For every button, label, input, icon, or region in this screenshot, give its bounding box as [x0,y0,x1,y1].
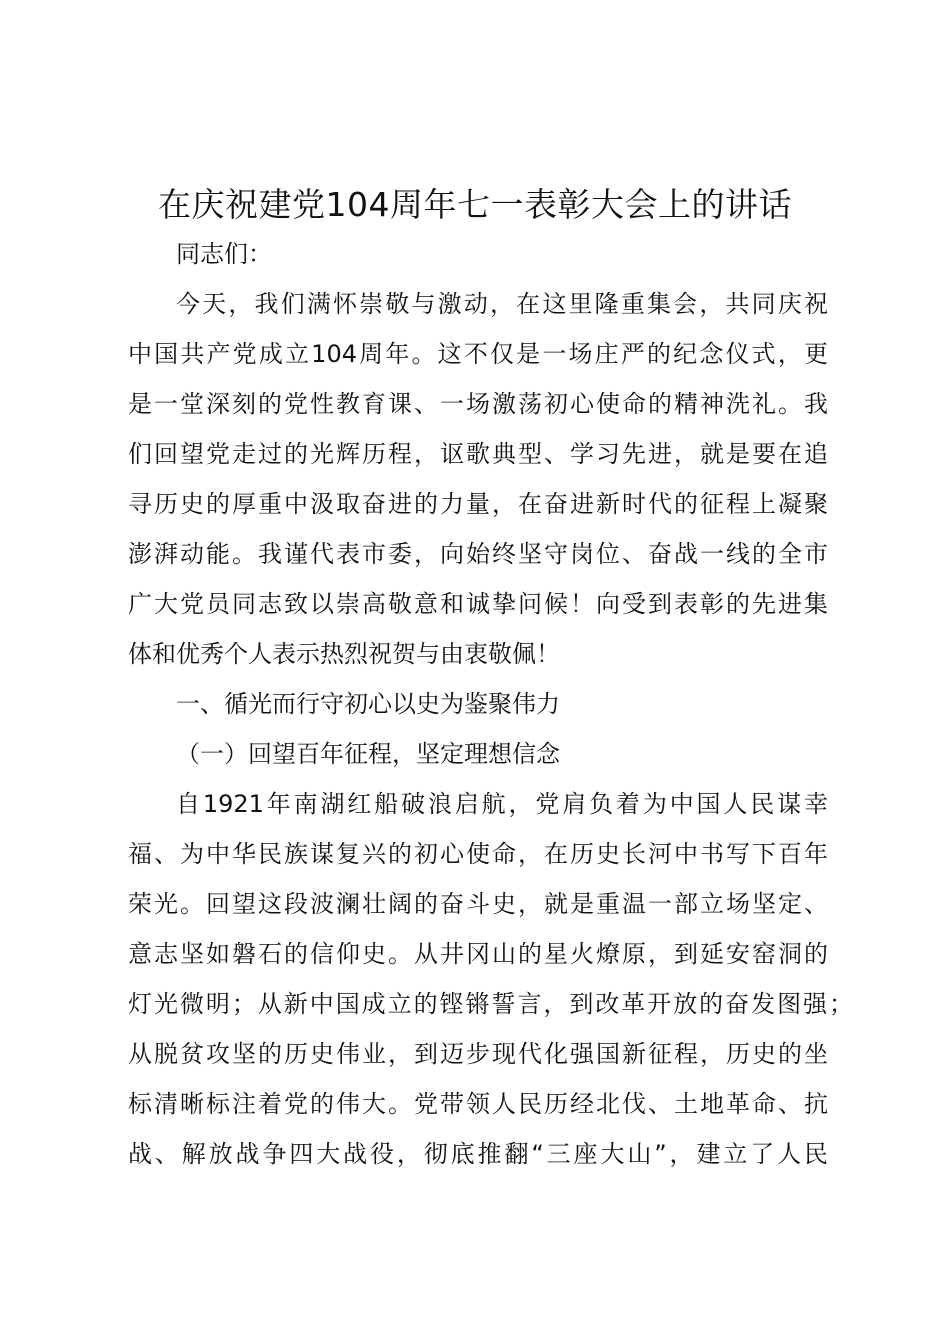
paragraph-line: 荣光。回望这段波澜壮阔的奋斗史，就是重温一部立场坚定、 [128,890,828,918]
paragraph-line: 寻历史的厚重中汲取奋进的力量，在奋进新时代的征程上凝聚 [128,490,828,518]
paragraph-line: 福、为中华民族谋复兴的初心使命，在历史长河中书写下百年 [128,840,828,868]
paragraph-line: 今天，我们满怀崇敬与激动，在这里隆重集会，共同庆祝 [176,290,828,318]
paragraph-line: 体和优秀个人表示热烈祝贺与由衷敬佩！ [128,640,560,668]
paragraph-line: 是一堂深刻的党性教育课、一场激荡初心使命的精神洗礼。我 [128,390,828,418]
paragraph-line: 灯光微明；从新中国成立的铿锵誓言，到改革开放的奋发图强； [128,990,853,1018]
paragraph-line: 意志坚如磐石的信仰史。从井冈山的星火燎原，到延安窑洞的 [128,940,828,968]
paragraph-line: 澎湃动能。我谨代表市委，向始终坚守岗位、奋战一线的全市 [128,540,828,568]
paragraph-line: 标清晰标注着党的伟大。党带领人民历经北伐、土地革命、抗 [128,1090,828,1118]
paragraph-line: 战、解放战争四大战役，彻底推翻“三座大山”，建立了人民 [128,1140,828,1168]
paragraph-line: 从脱贫攻坚的历史伟业，到迈步现代化强国新征程，历史的坐 [128,1040,828,1068]
salutation: 同志们： [176,240,272,268]
paragraph-line: 自1921年南湖红船破浪启航，党肩负着为中国人民谋幸 [176,790,828,818]
document-title: 在庆祝建党104周年七一表彰大会上的讲话 [158,185,792,224]
section-heading: 一、循光而行守初心以史为鉴聚伟力 [176,690,560,718]
paragraph-line: 们回望党走过的光辉历程，讴歌典型、学习先进，就是要在追 [128,440,828,468]
paragraph-line: 中国共产党成立104周年。这不仅是一场庄严的纪念仪式，更 [128,340,828,368]
paragraph-line: 广大党员同志致以崇高敬意和诚挚问候！向受到表彰的先进集 [128,590,828,618]
subsection-heading: （一）回望百年征程，坚定理想信念 [176,740,560,768]
